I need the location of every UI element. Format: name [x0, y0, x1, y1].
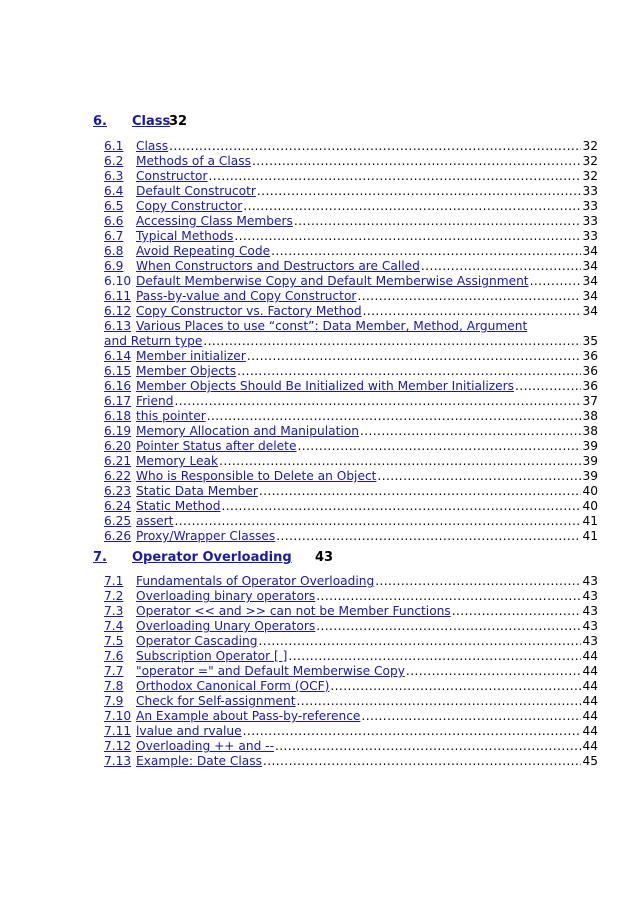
toc-entry[interactable]: [104, 634, 598, 649]
entry-number[interactable]: 6.5: [104, 199, 124, 213]
dot-leader: [169, 139, 581, 154]
entry-number[interactable]: 6.20: [104, 439, 132, 453]
entry-title[interactable]: assert: [136, 514, 174, 528]
toc-entry[interactable]: [104, 664, 598, 679]
toc-entry[interactable]: [104, 649, 598, 664]
entry-page: 44: [582, 649, 598, 663]
entry-number[interactable]: 6.26: [104, 529, 132, 543]
dot-leader: [363, 304, 582, 319]
entry-number[interactable]: 7.9: [104, 694, 124, 708]
entry-page: 43: [582, 619, 598, 633]
dot-leader: [207, 409, 582, 424]
entry-title[interactable]: Orthodox Canonical Form (OCF): [136, 679, 330, 693]
dot-leader: [221, 499, 581, 514]
dot-leader: [219, 454, 581, 469]
dot-leader: [288, 649, 581, 664]
entry-number[interactable]: 6.1: [104, 139, 124, 153]
entry-title[interactable]: Copy Constructor: [136, 199, 243, 213]
dot-leader: [452, 604, 582, 619]
entry-page: 41: [582, 529, 598, 543]
entry-number[interactable]: 6.3: [104, 169, 124, 183]
chapter-heading[interactable]: [93, 113, 598, 131]
entry-title[interactable]: Memory Allocation and Manipulation: [136, 424, 359, 438]
entry-title[interactable]: An Example about Pass-by-reference: [136, 709, 361, 723]
entry-title[interactable]: Copy Constructor vs. Factory Method: [136, 304, 362, 318]
toc-entry[interactable]: [104, 364, 598, 379]
dot-leader: [243, 724, 582, 739]
entry-title[interactable]: lvalue and rvalue: [136, 724, 242, 738]
toc-entry[interactable]: [104, 169, 598, 184]
toc-entry[interactable]: [104, 439, 598, 454]
entry-number[interactable]: 6.2: [104, 154, 124, 168]
dot-leader: [203, 334, 581, 349]
entry-page: 36: [582, 379, 598, 393]
entry-number[interactable]: 7.13: [104, 754, 132, 768]
toc-entry[interactable]: [104, 589, 598, 604]
chapter-page: 32: [169, 114, 188, 129]
entry-number[interactable]: 6.23: [104, 484, 132, 498]
entry-title[interactable]: Overloading binary operators: [136, 589, 316, 603]
entry-page: 33: [582, 229, 598, 243]
toc-entry[interactable]: [104, 709, 598, 724]
chapter-title[interactable]: Class: [132, 114, 171, 129]
entry-title[interactable]: Static Method: [136, 499, 221, 513]
entry-page: 44: [582, 739, 598, 753]
toc-entry[interactable]: [104, 409, 598, 424]
dot-leader: [174, 514, 581, 529]
toc-entry[interactable]: [104, 619, 598, 634]
entry-title[interactable]: Typical Methods: [136, 229, 234, 243]
dot-leader: [275, 739, 582, 754]
dot-leader: [375, 574, 581, 589]
entry-page: 34: [582, 259, 598, 273]
dot-leader: [316, 619, 581, 634]
entry-page: 38: [582, 424, 598, 438]
entry-page: 34: [582, 304, 598, 318]
dot-leader: [259, 484, 582, 499]
entry-number[interactable]: 6.6: [104, 214, 124, 228]
entry-page: 36: [582, 364, 598, 378]
entry-number[interactable]: 6.18: [104, 409, 132, 423]
dot-leader: [271, 244, 581, 259]
entry-number[interactable]: 6.11: [104, 289, 132, 303]
entry-number[interactable]: 6.15: [104, 364, 132, 378]
entry-title[interactable]: Proxy/Wrapper Classes: [136, 529, 276, 543]
entry-page: 34: [582, 274, 598, 288]
toc-entry[interactable]: [104, 259, 598, 274]
entry-title[interactable]: "operator =" and Default Memberwise Copy: [136, 664, 405, 678]
entry-page: 44: [582, 709, 598, 723]
entry-number[interactable]: 6.9: [104, 259, 124, 273]
entry-title[interactable]: Subscription Operator [ ]: [136, 649, 288, 663]
toc-entry[interactable]: [104, 694, 598, 709]
dot-leader: [209, 169, 582, 184]
toc-entry[interactable]: [104, 304, 598, 319]
dot-leader: [530, 274, 582, 289]
toc-entry[interactable]: [104, 349, 598, 364]
entry-page: 35: [582, 334, 598, 348]
entry-number[interactable]: 6.8: [104, 244, 124, 258]
dot-leader: [276, 529, 581, 544]
toc-entry[interactable]: [104, 199, 598, 214]
entry-page: 44: [582, 664, 598, 678]
entry-title[interactable]: Methods of a Class: [136, 154, 251, 168]
entry-page: 32: [582, 139, 598, 153]
entry-title[interactable]: Friend: [136, 394, 174, 408]
entry-page: 33: [582, 214, 598, 228]
toc-entry[interactable]: [104, 184, 598, 199]
entry-title[interactable]: Memory Leak: [136, 454, 219, 468]
entry-page: 43: [582, 589, 598, 603]
entry-number[interactable]: 7.2: [104, 589, 124, 603]
entry-number[interactable]: 6.16: [104, 379, 132, 393]
entry-number[interactable]: 6.14: [104, 349, 132, 363]
entry-number[interactable]: 6.17: [104, 394, 132, 408]
entry-number[interactable]: 6.7: [104, 229, 124, 243]
entry-number[interactable]: 6.25: [104, 514, 132, 528]
entry-number[interactable]: 7.5: [104, 634, 124, 648]
entry-number[interactable]: 6.13: [104, 319, 132, 333]
dot-leader: [330, 679, 581, 694]
entry-page: 39: [582, 439, 598, 453]
entry-page: 37: [582, 394, 598, 408]
toc-entry[interactable]: [104, 724, 598, 739]
entry-number[interactable]: 7.4: [104, 619, 124, 633]
entry-title[interactable]: Overloading ++ and --: [136, 739, 274, 753]
entry-number[interactable]: 7.7: [104, 664, 124, 678]
toc-entry[interactable]: [104, 139, 598, 154]
toc-entry[interactable]: [104, 574, 598, 589]
entry-title[interactable]: Operator Cascading: [136, 634, 258, 648]
entry-number[interactable]: 7.10: [104, 709, 132, 723]
toc-entry[interactable]: [104, 214, 598, 229]
entry-title[interactable]: Accessing Class Members: [136, 214, 293, 228]
toc-entry[interactable]: [104, 604, 598, 619]
toc-entry[interactable]: [104, 469, 598, 484]
entry-page: 43: [582, 634, 598, 648]
toc-entry[interactable]: [104, 529, 598, 544]
entry-number[interactable]: 6.24: [104, 499, 132, 513]
entry-number[interactable]: 7.6: [104, 649, 124, 663]
entry-title[interactable]: Example: Date Class: [136, 754, 262, 768]
entry-title[interactable]: Class: [136, 139, 169, 153]
entry-page: 33: [582, 184, 598, 198]
entry-page: 32: [582, 154, 598, 168]
entry-page: 44: [582, 694, 598, 708]
entry-page: 45: [582, 754, 598, 768]
dot-leader: [174, 394, 581, 409]
chapter-number[interactable]: 6.: [93, 114, 107, 129]
entry-page: 40: [582, 484, 598, 498]
entry-page: 43: [582, 604, 598, 618]
entry-number[interactable]: 6.22: [104, 469, 132, 483]
toc-entry[interactable]: [104, 379, 598, 394]
entry-page: 43: [582, 574, 598, 588]
entry-page: 38: [582, 409, 598, 423]
entry-title[interactable]: Default Construcotr: [136, 184, 256, 198]
entry-title[interactable]: Member Objects: [136, 364, 237, 378]
entry-number[interactable]: 7.11: [104, 724, 132, 738]
entry-number[interactable]: 6.19: [104, 424, 132, 438]
entry-number[interactable]: 6.4: [104, 184, 124, 198]
toc-entry[interactable]: [104, 229, 598, 244]
chapter-heading[interactable]: [93, 549, 598, 567]
entry-page: 40: [582, 499, 598, 513]
entry-title[interactable]: When Constructors and Destructors are Called: [136, 259, 420, 273]
entry-title[interactable]: this pointer: [136, 409, 206, 423]
entry-title[interactable]: Operator << and >> can not be Member Functions: [136, 604, 451, 618]
toc-entry[interactable]: [104, 679, 598, 694]
entry-title[interactable]: Overloading Unary Operators: [136, 619, 316, 633]
entry-page: 39: [582, 454, 598, 468]
dot-leader: [237, 364, 581, 379]
toc-entry[interactable]: [104, 244, 598, 259]
dot-leader: [377, 469, 581, 484]
entry-title[interactable]: Fundamentals of Operator Overloading: [136, 574, 375, 588]
entry-title[interactable]: Default Memberwise Copy and Default Memberwise Assignment: [136, 274, 529, 288]
dot-leader: [257, 184, 582, 199]
entry-title[interactable]: Member initializer: [136, 349, 246, 363]
chapter-number[interactable]: 7.: [93, 550, 107, 565]
toc-entry[interactable]: [104, 499, 598, 514]
toc-entry[interactable]: [104, 394, 598, 409]
entry-title[interactable]: Various Places to use “const”: Data Member, Method, Argument: [136, 319, 528, 333]
dot-leader: [316, 589, 581, 604]
toc-entry[interactable]: [104, 739, 598, 754]
chapter-page: 43: [315, 550, 334, 565]
toc-entry[interactable]: [104, 274, 598, 289]
dot-leader: [361, 709, 581, 724]
toc-entry[interactable]: [104, 424, 598, 439]
entry-page: 34: [582, 244, 598, 258]
dot-leader: [247, 349, 582, 364]
entry-title[interactable]: Static Data Member: [136, 484, 258, 498]
entry-page: 32: [582, 169, 598, 183]
entry-number[interactable]: 7.3: [104, 604, 124, 618]
dot-leader: [297, 694, 582, 709]
dot-leader: [243, 199, 581, 214]
dot-leader: [263, 754, 582, 769]
entry-number[interactable]: 7.1: [104, 574, 124, 588]
entry-title[interactable]: Constructor: [136, 169, 208, 183]
entry-page: 44: [582, 679, 598, 693]
entry-number[interactable]: 6.21: [104, 454, 132, 468]
entry-title[interactable]: Pass-by-value and Copy Constructor: [136, 289, 357, 303]
dot-leader: [297, 439, 581, 454]
dot-leader: [421, 259, 582, 274]
entry-page: 41: [582, 514, 598, 528]
toc-entry[interactable]: [104, 484, 598, 499]
entry-page: 36: [582, 349, 598, 363]
entry-title[interactable]: Who is Responsible to Delete an Object: [136, 469, 377, 483]
entry-number[interactable]: 7.12: [104, 739, 132, 753]
entry-title-continued[interactable]: and Return type: [104, 334, 203, 348]
toc-entry[interactable]: [104, 754, 598, 769]
toc-entry-multiline[interactable]: [104, 319, 598, 349]
entry-page: 34: [582, 289, 598, 303]
toc-entry[interactable]: [104, 454, 598, 469]
entry-title[interactable]: Member Objects Should Be Initialized with Member Initializers: [136, 379, 515, 393]
entry-page: 39: [582, 469, 598, 483]
entry-page: 44: [582, 724, 598, 738]
dot-leader: [515, 379, 581, 394]
dot-leader: [360, 424, 582, 439]
dot-leader: [259, 634, 582, 649]
entry-title[interactable]: Avoid Repeating Code: [136, 244, 271, 258]
toc-entry[interactable]: [104, 514, 598, 529]
entry-number[interactable]: 6.10: [104, 274, 132, 288]
entry-number[interactable]: 6.12: [104, 304, 132, 318]
toc-entry[interactable]: [104, 289, 598, 304]
toc-entry[interactable]: [104, 154, 598, 169]
dot-leader: [252, 154, 582, 169]
entry-title[interactable]: Pointer Status after delete: [136, 439, 297, 453]
entry-page: 33: [582, 199, 598, 213]
dot-leader: [294, 214, 582, 229]
dot-leader: [234, 229, 581, 244]
entry-title[interactable]: Check for Self-assignment: [136, 694, 296, 708]
entry-number[interactable]: 7.8: [104, 679, 124, 693]
dot-leader: [406, 664, 582, 679]
dot-leader: [357, 289, 581, 304]
chapter-title[interactable]: Operator Overloading: [132, 550, 292, 565]
